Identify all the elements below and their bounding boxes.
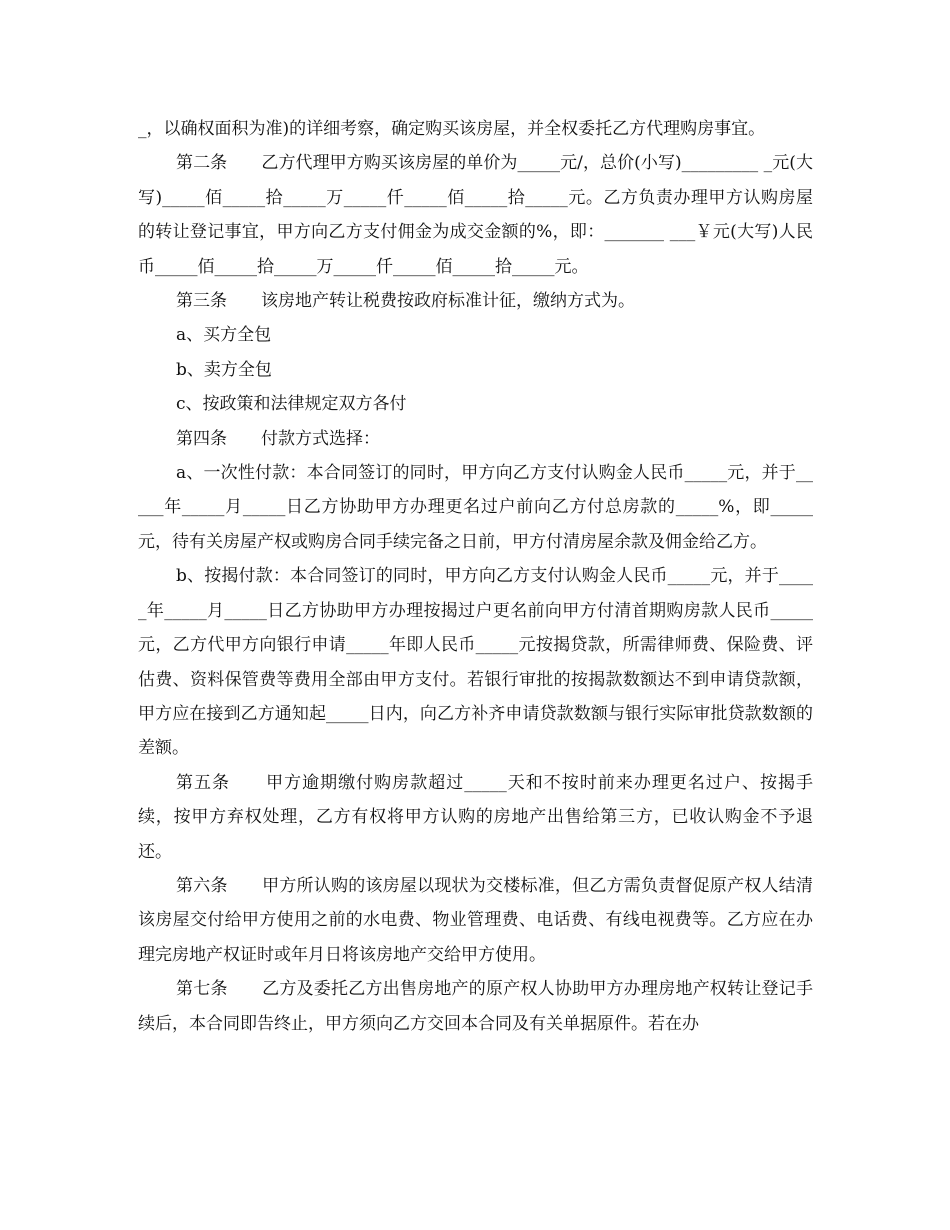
article-2-paragraph: 第二条 乙方代理甲方购买该房屋的单价为_____元/，总价(小写)_________ _元(大写)_____佰_____拾_____万_____仟_____佰_____拾_____元。乙方负责办理甲方认购房屋的转让登记事宜，甲方向乙方支付佣金为成交金额的%，即：_______ ___￥元(大写)人民币_____佰_____拾_____万_____仟_____佰_____拾_____元。 bbox=[138, 153, 813, 277]
article-6-paragraph: 第六条 甲方所认购的该房屋以现状为交楼标准，但乙方需负责督促原产权人结清该房屋交付给甲方使用之前的水电费、物业管理费、电话费、有线电视费等。乙方应在办理完房地产权证时或年月日将该房地产交给甲方使用。 bbox=[138, 875, 813, 965]
contract-body bbox=[138, 112, 813, 1041]
article-3-option-c: c、按政策和法律规定双方各付 bbox=[176, 394, 407, 415]
article-4-option-a: a、一次性付款：本合同签订的同时，甲方向乙方支付认购金人民币_____元，并于_____年_____月_____日乙方协助甲方办理更名过户前向乙方付总房款的_____%，即_____元，待有关房屋产权或购房合同手续完备之日前，甲方付清房屋余款及佣金给乙方。 bbox=[138, 463, 813, 552]
article-7-paragraph: 第七条 乙方及委托乙方出售房地产的原产权人协助甲方办理房地产权转让登记手续后，本合同即告终止，甲方须向乙方交回本合同及有关单据原件。若在办 bbox=[138, 979, 813, 1034]
article-3-option-b: b、卖方全包 bbox=[176, 359, 272, 380]
article-4-option-b: b、按揭付款：本合同签订的同时，甲方向乙方支付认购金人民币_____元，并于_____年_____月_____日乙方协助甲方办理按揭过户更名前向甲方付清首期购房款人民币_____元，乙方代甲方向银行申请_____年即人民币_____元按揭贷款，所需律师费、保险费、评估费、资料保管费等费用全部由甲方支付。若银行审批的按揭款数额达不到申请贷款额，甲方应在接到乙方通知起_____日内，向乙方补齐申请贷款数额与银行实际审批贷款数额的差额。 bbox=[138, 566, 813, 759]
article-3-option-a: a、买方全包 bbox=[176, 325, 272, 346]
article-3-paragraph: 第三条 该房地产转让税费按政府标准计征，缴纳方式为。 bbox=[176, 291, 635, 312]
article-5-paragraph: 第五条 甲方逾期缴付购房款超过_____天和不按时前来办理更名过户、按揭手续，按甲方弃权处理，乙方有权将甲方认购的房地产出售给第三方，已收认购金不予退还。 bbox=[138, 772, 813, 862]
article-4-paragraph: 第四条 付款方式选择： bbox=[176, 428, 380, 449]
paragraph-continuation: _，以确权面积为准)的详细考察，确定购买该房屋，并全权委托乙方代理购房事宜。 bbox=[138, 119, 766, 139]
